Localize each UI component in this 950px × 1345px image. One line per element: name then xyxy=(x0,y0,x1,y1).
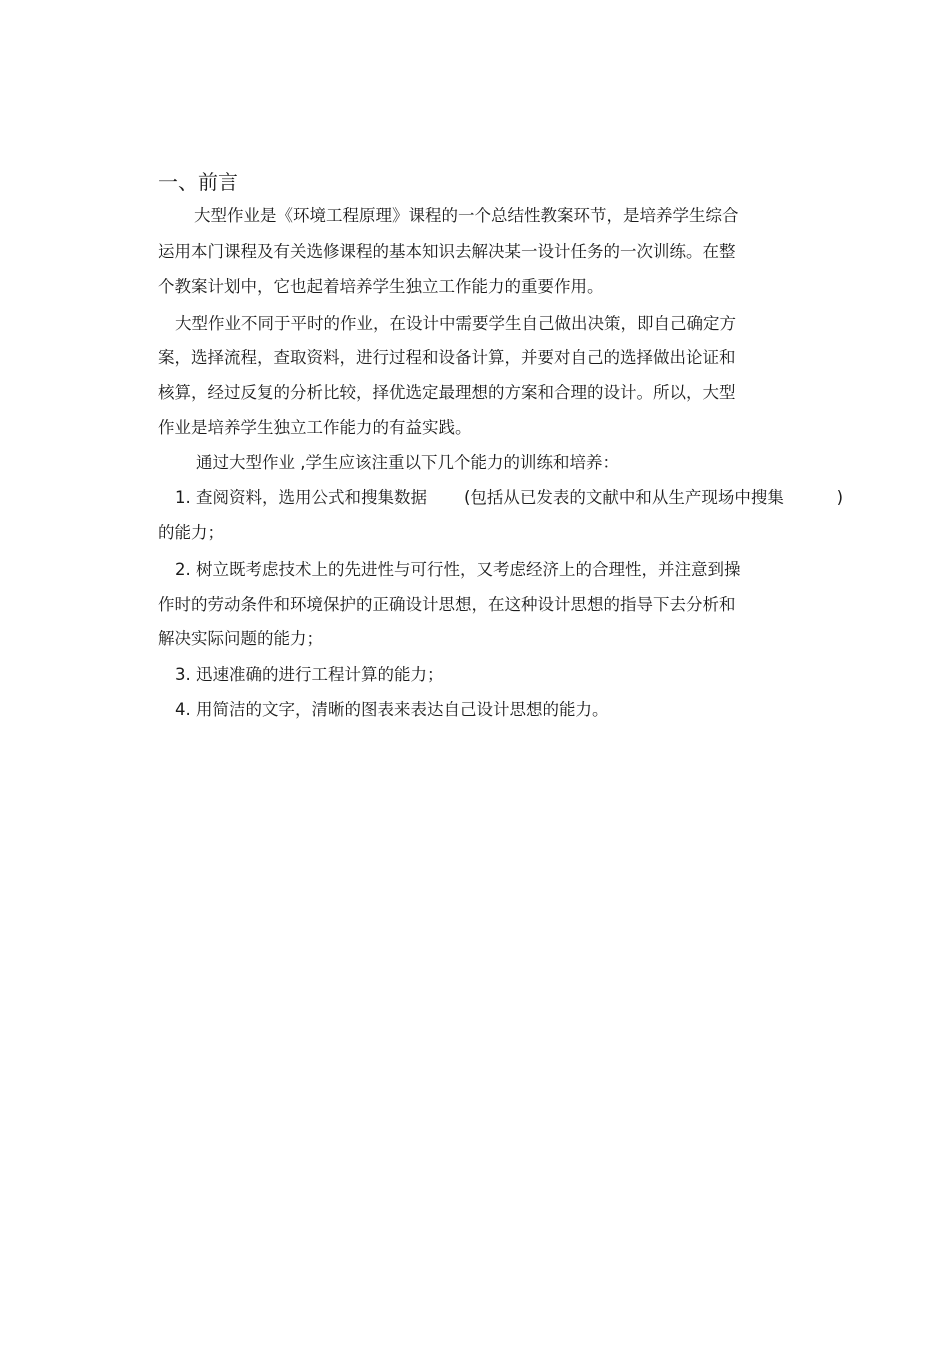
para2-line1: 大型作业不同于平时的作业，在设计中需要学生自己做出决策，即自己确定方 xyxy=(175,314,736,333)
list-item-2-line2: 作时的劳动条件和环境保护的正确设计思想，在这种设计思想的指导下去分析和 xyxy=(158,595,736,614)
para3-line1: 通过大型作业 ,学生应该注重以下几个能力的训练和培养： xyxy=(196,453,619,472)
para1-line3: 个教案计划中，它也起着培养学生独立工作能力的重要作用。 xyxy=(158,277,604,296)
list-item-1-part2: (包括从已发表的文献中和从生产现场中搜集 xyxy=(464,488,784,507)
section-heading: 一、前言 xyxy=(158,170,238,194)
list-item-1-part1: 1. 查阅资料，选用公式和搜集数据 xyxy=(175,488,427,507)
list-item-1-line2: 的能力； xyxy=(158,523,224,542)
para1-line2: 运用本门课程及有关选修课程的基本知识去解决某一设计任务的一次训练。在整 xyxy=(158,242,736,261)
list-item-1-part3: ) xyxy=(836,488,843,507)
para2-line4: 作业是培养学生独立工作能力的有益实践。 xyxy=(158,418,472,437)
list-item-2-line1: 2. 树立既考虑技术上的先进性与可行性，又考虑经济上的合理性，并注意到操 xyxy=(175,560,741,579)
para1-line1: 大型作业是《环境工程原理》课程的一个总结性教案环节，是培养学生综合 xyxy=(194,206,739,225)
list-item-4: 4. 用简洁的文字，清晰的图表来表达自己设计思想的能力。 xyxy=(175,700,609,719)
list-item-3: 3. 迅速准确的进行工程计算的能力； xyxy=(175,665,444,684)
para2-line3: 核算，经过反复的分析比较，择优选定最理想的方案和合理的设计。所以，大型 xyxy=(158,383,736,402)
list-item-1 xyxy=(175,486,843,510)
list-item-2-line3: 解决实际问题的能力； xyxy=(158,629,323,648)
para2-line2: 案，选择流程，查取资料，进行过程和设备计算，并要对自己的选择做出论证和 xyxy=(158,348,736,367)
